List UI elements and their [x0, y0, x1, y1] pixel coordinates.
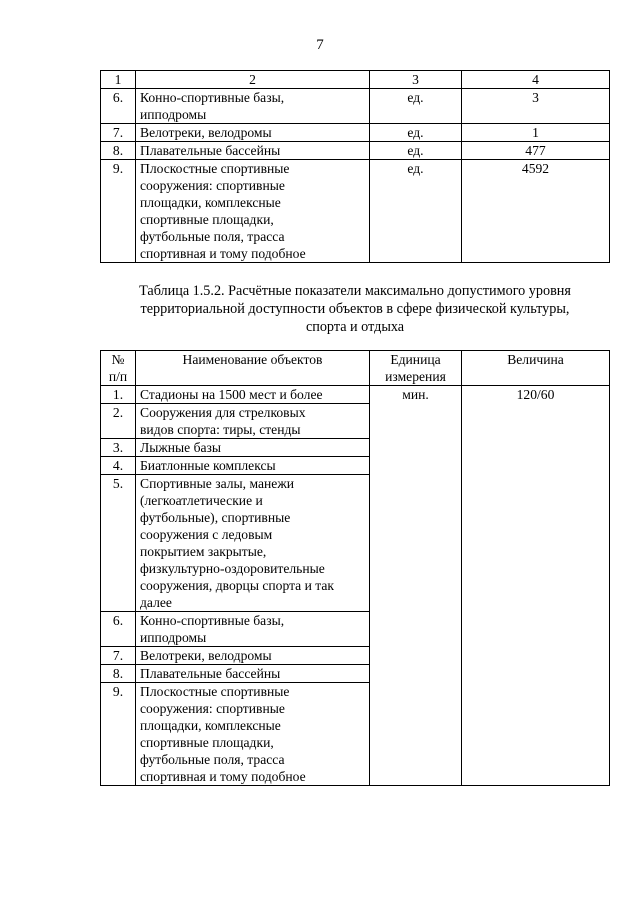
- row-number: 4.: [101, 457, 136, 475]
- header-number: № п/п: [101, 351, 136, 386]
- object-name: Плоскостные спортивные сооружения: спортивные площадки, комплексные спортивные площадки, футбольные поля, трасса спортивная и тому подобное: [136, 683, 370, 786]
- unit-cell: ед.: [370, 142, 462, 160]
- row-number: 2.: [101, 404, 136, 439]
- value-cell: 4592: [462, 160, 610, 263]
- value-cell: 477: [462, 142, 610, 160]
- object-name: Велотреки, велодромы: [136, 647, 370, 665]
- unit-cell: ед.: [370, 160, 462, 263]
- object-name: Плавательные бассейны: [136, 665, 370, 683]
- object-name: Конно-спортивные базы, ипподромы: [136, 612, 370, 647]
- table-row: [101, 142, 610, 160]
- object-name: Сооружения для стрелковых видов спорта: тиры, стенды: [136, 404, 370, 439]
- header-cell: 4: [462, 71, 610, 89]
- header-cell: 1: [101, 71, 136, 89]
- row-number: 6.: [101, 612, 136, 647]
- table-header-row: [101, 351, 610, 386]
- row-number: 9.: [101, 683, 136, 786]
- page-number: 7: [316, 37, 324, 53]
- table-row: [101, 160, 610, 263]
- object-name: Лыжные базы: [136, 439, 370, 457]
- header-cell: 2: [136, 71, 370, 89]
- table-row: [101, 89, 610, 124]
- object-name: Спортивные залы, манежи (легкоатлетические и футбольные), спортивные сооружения с ледовым покрытием закрытые, физкультурно-оздоровительные сооружения, дворцы спорта и так далее: [136, 475, 370, 612]
- unit-cell: ед.: [370, 124, 462, 142]
- row-number: 5.: [101, 475, 136, 612]
- value-cell: 3: [462, 89, 610, 124]
- header-cell: 3: [370, 71, 462, 89]
- header-name: Наименование объектов: [136, 351, 370, 386]
- object-name: Стадионы на 1500 мест и более: [136, 386, 370, 404]
- table-caption: [100, 282, 610, 336]
- object-name: Плавательные бассейны: [136, 142, 370, 160]
- caption-line: Таблица 1.5.2. Расчётные показатели максимально допустимого уровня: [139, 283, 571, 299]
- object-name: Конно-спортивные базы, ипподромы: [136, 89, 370, 124]
- value-cell: 120/60: [462, 386, 610, 786]
- row-number: 7.: [101, 124, 136, 142]
- header-unit: Единица измерения: [370, 351, 462, 386]
- row-number: 8.: [101, 142, 136, 160]
- table-row: [101, 386, 610, 404]
- row-number: 1.: [101, 386, 136, 404]
- continued-table: [100, 70, 610, 263]
- caption-line: территориальной доступности объектов в сфере физической культуры,: [140, 301, 570, 317]
- row-number: 7.: [101, 647, 136, 665]
- object-name: Биатлонные комплексы: [136, 457, 370, 475]
- row-number: 3.: [101, 439, 136, 457]
- caption-line: спорта и отдыха: [305, 319, 405, 335]
- header-value: Величина: [462, 351, 610, 386]
- row-number: 8.: [101, 665, 136, 683]
- value-cell: 1: [462, 124, 610, 142]
- row-number: 9.: [101, 160, 136, 263]
- object-name: Велотреки, велодромы: [136, 124, 370, 142]
- row-number: 6.: [101, 89, 136, 124]
- table-header-row: [101, 71, 610, 89]
- unit-cell: ед.: [370, 89, 462, 124]
- table-row: [101, 124, 610, 142]
- object-name: Плоскостные спортивные сооружения: спортивные площадки, комплексные спортивные площадки, футбольные поля, трасса спортивная и тому подобное: [136, 160, 370, 263]
- accessibility-table: [100, 350, 610, 786]
- unit-cell: мин.: [370, 386, 462, 786]
